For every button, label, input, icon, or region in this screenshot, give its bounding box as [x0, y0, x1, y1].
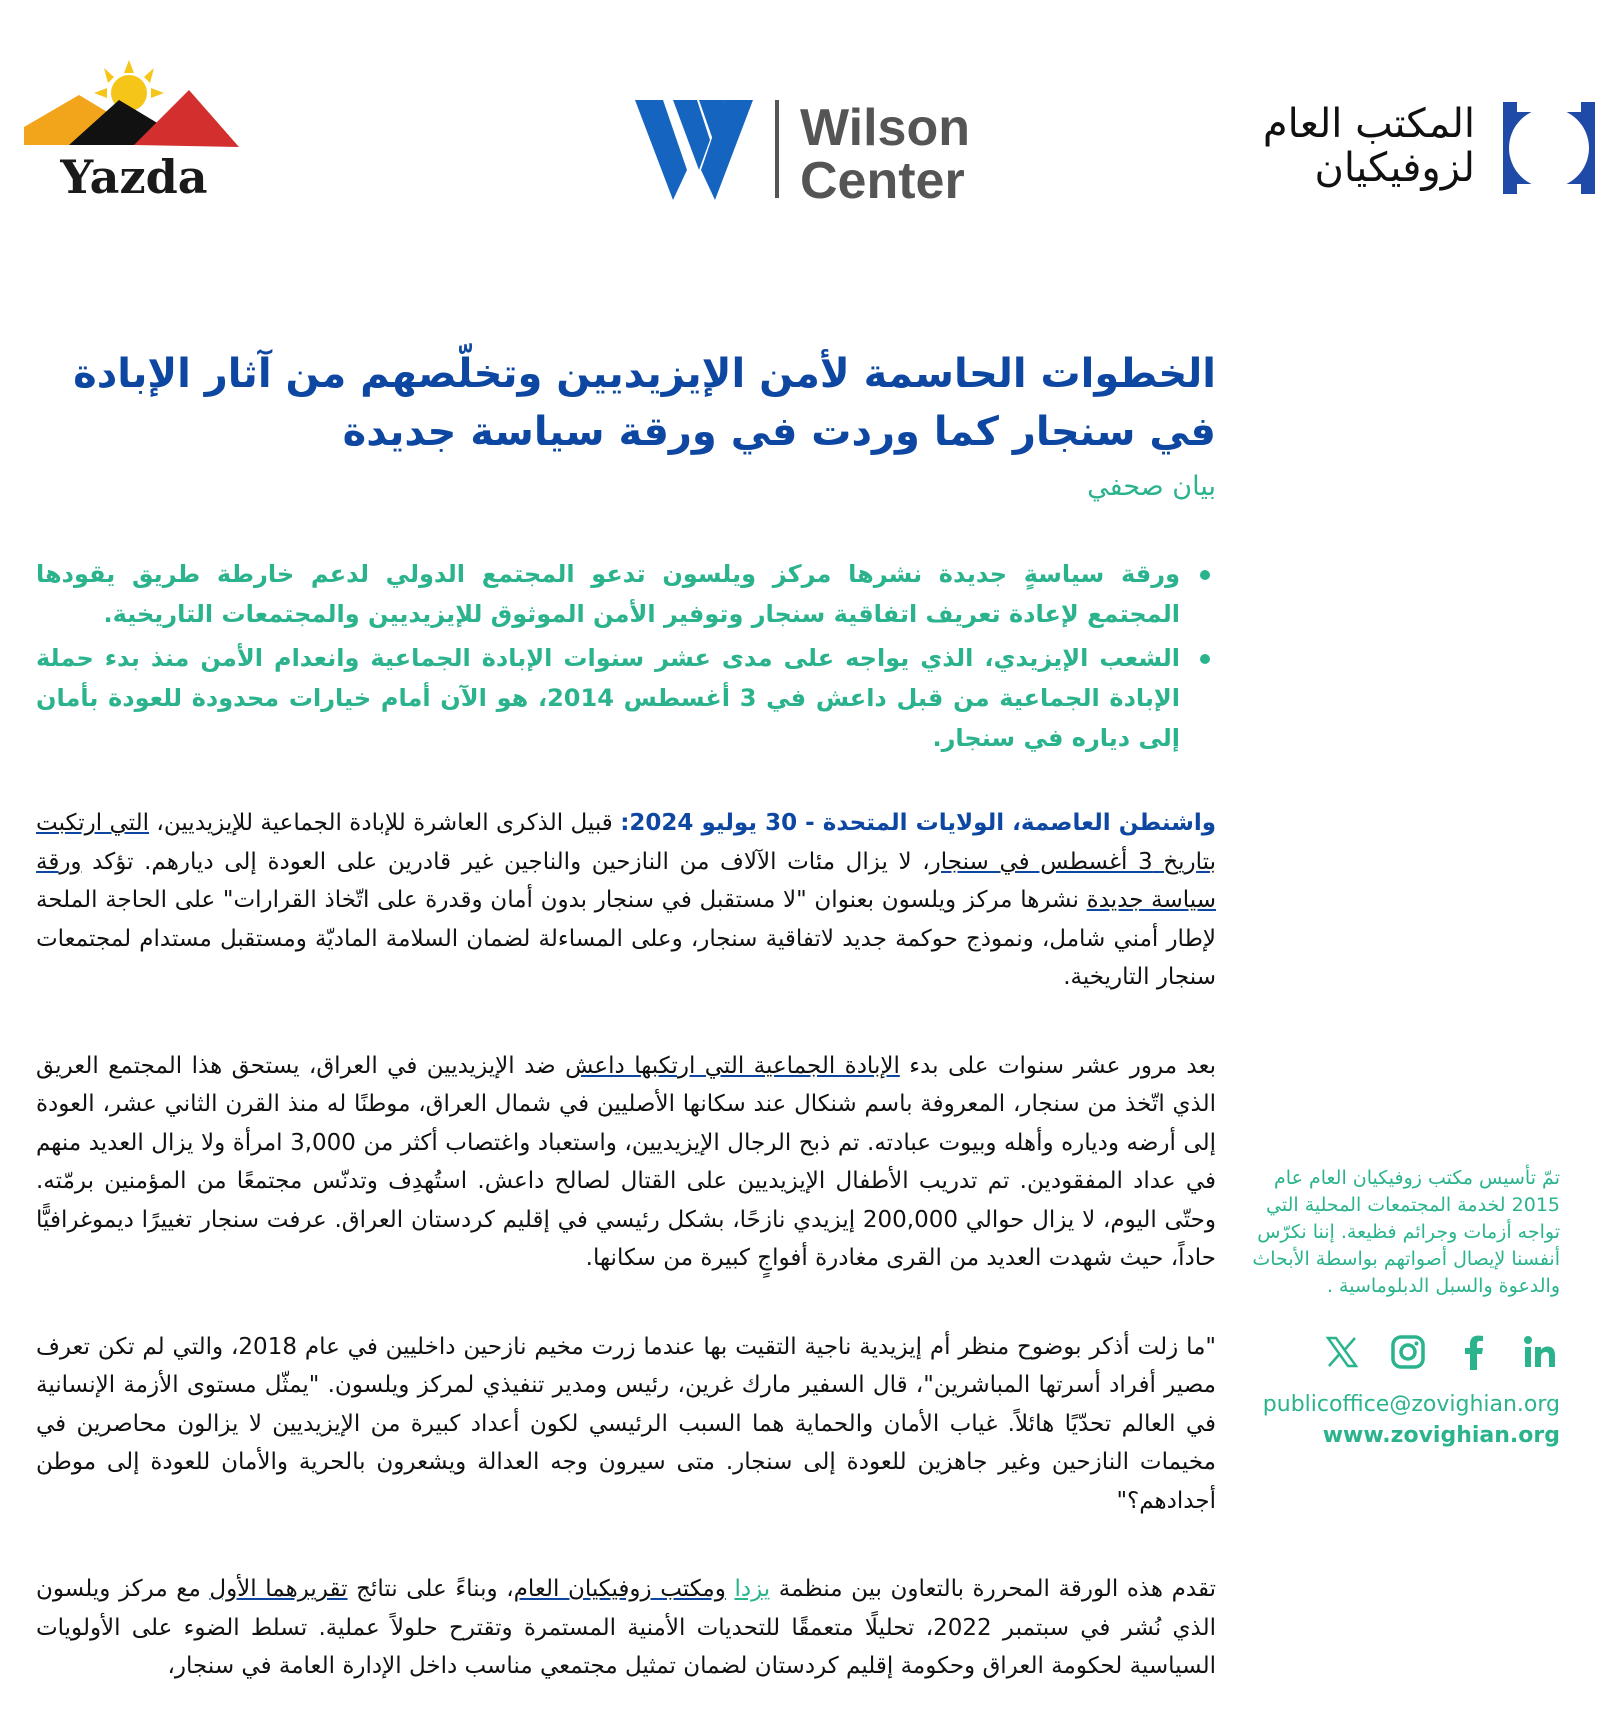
text: ضد الإيزيديين في العراق، يستحق هذا المجتمع العريق الذي اتّخذ من سنجار، المعروفة باسم شنكال عند سكانها الأصليين في شمال العراق، موطنًا له منذ القرن الثاني عشر، العودة إلى أرضه ودياره وأهله وبيوت عبادته. تم ذبح الرجال الإيزيديين، واستعباد واغتصاب أكثر من 3,000 امرأة ولا يزال العديد منهم في عداد المفقودين. تم تدريب الأطفال الإيزيديين على القتال لصالح داعش. استُهدِف وتدنّس مجتمعًا من المؤمنين برمّته. وحتّى اليوم، لا يزال حوالي 200,000 إيزيدي نازحًا، بشكل رئيسي في إقليم كردستان العراق. عرفت سنجار تغييرًا ديموغرافيًّا حاداً، حيث شهدت العديد من القرى مغادرة أفواجٍ كبيرة من سكانها.: [36, 1052, 1216, 1271]
x-icon[interactable]: [1322, 1332, 1362, 1372]
isis-genocide-link[interactable]: الإبادة الجماعية التي ارتكبها داعش: [565, 1052, 900, 1079]
text: مع مركز ويلسون الذي نُشر في سبتمبر 2022، تحليلًا متعمقًا للتحديات الأمنية المستمرة وتقترح حلولاً عملية. تسلط الضوء على الأولويات السياسية لحكومة العراق وحكومة إقليم كردستان لضمان تمثيل مجتمعي مناسب داخل الإدارة العامة في سنجار،: [36, 1576, 1217, 1679]
text: قبيل الذكرى العاشرة للإبادة الجماعية للإيزيديين،: [149, 810, 621, 836]
paragraph-quote: "ما زلت أذكر بوضوح منظر أم إيزيدية ناجية التقيت بها عندما زرت مخيم نازحين داخليين في عام 2018، والتي لم تكن تعرف مصير أفراد أسرتها المباشرين"، قال السفير مارك غرين، رئيس ومدير تنفيذي لمركز ويلسون. "يمثّل مستوى الأزمة الإنسانية في العالم تحدّيًا هائلاً. غياب الأمان والحماية هما السبب الرئيسي لكون أعداد كبيرة من الإيزيديين لا يزالون محاصرين في مخيمات النازحين وغير جاهزين للعودة إلى سنجار. متى سيرون وجه العدالة ويشعرون بالحرية والأمان للعودة إلى موطن أجدادهم؟": [36, 1333, 1216, 1514]
zovighian-line2: لزوفيكيان: [1314, 145, 1475, 191]
contact-email[interactable]: publicoffice@zovighian.org: [1262, 1392, 1560, 1417]
instagram-icon[interactable]: [1388, 1332, 1428, 1372]
press-release-body: [36, 345, 1216, 1709]
wilson-word: Wilson: [800, 100, 970, 157]
facebook-icon[interactable]: [1454, 1332, 1494, 1372]
website-link[interactable]: www.zovighian.org: [1322, 1423, 1560, 1448]
center-word: Center: [800, 152, 965, 210]
key-points-list: [36, 554, 1216, 758]
text: تقدم هذه الورقة المحررة بالتعاون بين منظمة: [770, 1576, 1216, 1602]
press-release-label: بيان صحفي: [1087, 471, 1216, 502]
dateline: واشنطن العاصمة، الولايات المتحدة - 30 يوليو 2024:: [620, 810, 1217, 836]
yazda-emblem-icon: [24, 55, 254, 205]
zovighian-line1: المكتب العام: [1262, 101, 1475, 147]
yazda-wordmark: Yazda: [60, 150, 208, 204]
wilson-center-logo: [635, 100, 1005, 210]
policy-paper-link[interactable]: ورقة سياسة جديدة: [36, 848, 1216, 913]
yazda-link[interactable]: يزدا: [734, 1576, 771, 1602]
yazda-logo: [24, 55, 254, 205]
wilson-w-icon: [635, 100, 1005, 210]
text: بعد مرور عشر سنوات على بدء: [899, 1052, 1216, 1079]
paragraph-collaboration: [36, 1570, 1216, 1686]
headline: الخطوات الحاسمة لأمن الإيزيديين وتخلّصهم من آثار الإبادة في سنجار كما وردت في ورقة سياسة جديدة: [73, 351, 1216, 455]
first-report-link[interactable]: تقريرهما الأول: [209, 1576, 348, 1602]
paragraph-background: [36, 1047, 1216, 1278]
paragraph-intro: [36, 804, 1216, 997]
text: ، وبناءً على نتائج: [347, 1576, 514, 1602]
sidebar: [1240, 1165, 1560, 1448]
social-links: [1240, 1332, 1560, 1372]
zovighian-logo: [1235, 100, 1595, 200]
text: ، لا يزال مئات الآلاف من النازحين والناجين غير قادرين على العودة إلى ديارهم. تؤكد: [81, 848, 930, 875]
zovighian-emblem-icon: [1503, 102, 1595, 194]
about-text: تمّ تأسيس مكتب زوفيكيان العام عام 2015 لخدمة المجتمعات المحلية التي تواجه أزمات وجرائم فظيعة. إننا نكرّس أنفسنا لإيصال أصواتهم بواسطة الأبحاث والدعوة والسبل الدبلوماسية .: [1252, 1167, 1560, 1297]
text: نشرها مركز ويلسون بعنوان "لا مستقبل في سنجار بدون أمان وقدرة على اتّخاذ القرارات" على الحاجة الملحة لإطار أمني شامل، ونموذج حوكمة جديد لاتفاقية سنجار، وعلى المساءلة لضمان السلامة الماديّة ومستقبل مستدام لمجتمعات سنجار التاريخية.: [36, 887, 1216, 990]
key-point: الشعب الإيزيدي، الذي يواجه على مدى عشر سنوات الإبادة الجماعية وانعدام الأمن منذ بدء حملة الإبادة الجماعية من قبل داعش في 3 أغسطس 2014، هو الآن أمام خيارات محدودة للعودة بأمان إلى دياره في سنجار.: [36, 638, 1180, 758]
zovighian-office-link[interactable]: ومكتب زوفيكيان العام: [513, 1576, 726, 1602]
key-point: ورقة سياسةٍ جديدة نشرها مركز ويلسون تدعو المجتمع الدولي لدعم خارطة طريق يقودها المجتمع لإعادة تعريف اتفاقية سنجار وتوفير الأمن الموثوق للإيزيديين والمجتمعات التاريخية.: [36, 554, 1180, 634]
linkedin-icon[interactable]: [1520, 1332, 1560, 1372]
genocide-date-link[interactable]: التي ارتكبت بتاريخ 3 أغسطس في سنجار: [36, 810, 1216, 875]
